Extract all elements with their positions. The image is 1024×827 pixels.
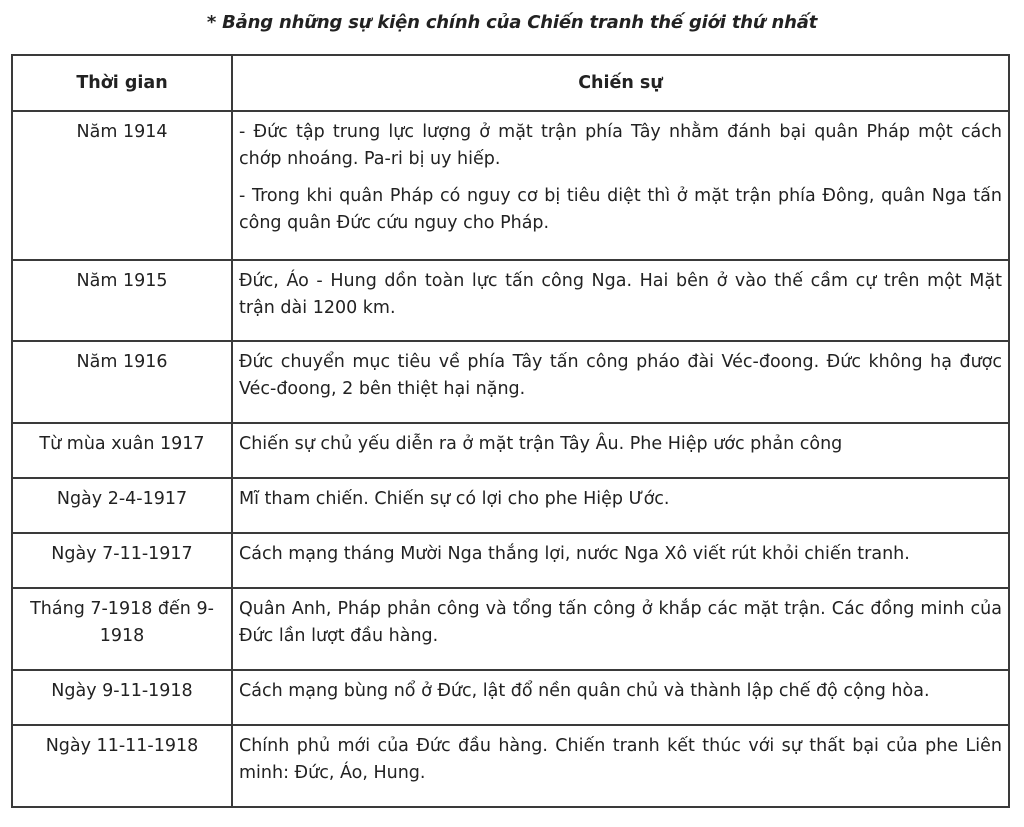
table-row bbox=[12, 260, 1009, 341]
time-cell: Năm 1916 bbox=[12, 341, 232, 423]
header-row bbox=[12, 55, 1009, 111]
table-row bbox=[12, 588, 1009, 670]
event-cell bbox=[232, 111, 1009, 260]
events-table bbox=[11, 54, 1010, 808]
event-cell bbox=[232, 260, 1009, 341]
event-text: Cách mạng tháng Mười Nga thắng lợi, nước Nga Xô viết rút khỏi chiến tranh. bbox=[239, 544, 910, 564]
time-cell: Ngày 7-11-1917 bbox=[12, 533, 232, 588]
event-cell bbox=[232, 478, 1009, 533]
event-text: - Trong khi quân Pháp có nguy cơ bị tiêu diệt thì ở mặt trận phía Đông, quân Nga tấn công quân Đức cứu nguy cho Pháp. bbox=[239, 186, 1002, 233]
table-title: * Bảng những sự kiện chính của Chiến tranh thế giới thứ nhất bbox=[206, 12, 818, 33]
event-cell bbox=[232, 533, 1009, 588]
time-cell: Ngày 11-11-1918 bbox=[12, 725, 232, 807]
event-text: Chính phủ mới của Đức đầu hàng. Chiến tranh kết thúc với sự thất bại của phe Liên minh: Đức, Áo, Hung. bbox=[239, 736, 1002, 783]
event-cell bbox=[232, 423, 1009, 478]
table-row bbox=[12, 725, 1009, 807]
time-cell: Tháng 7-1918 đến 9-1918 bbox=[12, 588, 232, 670]
event-text: Đức chuyển mục tiêu về phía Tây tấn công pháo đài Véc-đoong. Đức không hạ được Véc-đoong, 2 bên thiệt hại nặng. bbox=[239, 352, 1002, 399]
table-row bbox=[12, 423, 1009, 478]
event-text: Đức, Áo - Hung dồn toàn lực tấn công Nga. Hai bên ở vào thế cầm cự trên một Mặt trận dài 1200 km. bbox=[239, 271, 1002, 318]
time-cell: Từ mùa xuân 1917 bbox=[12, 423, 232, 478]
event-cell bbox=[232, 725, 1009, 807]
event-cell bbox=[232, 670, 1009, 725]
table-row bbox=[12, 111, 1009, 260]
event-text: Chiến sự chủ yếu diễn ra ở mặt trận Tây Âu. Phe Hiệp ước phản công bbox=[239, 434, 843, 454]
table-row bbox=[12, 533, 1009, 588]
event-cell bbox=[232, 341, 1009, 423]
event-text: Mĩ tham chiến. Chiến sự có lợi cho phe Hiệp Ước. bbox=[239, 489, 670, 509]
event-cell bbox=[232, 588, 1009, 670]
time-cell: Ngày 2-4-1917 bbox=[12, 478, 232, 533]
event-text: Quân Anh, Pháp phản công và tổng tấn công ở khắp các mặt trận. Các đồng minh của Đức lần lượt đầu hàng. bbox=[239, 599, 1002, 646]
header-time: Thời gian bbox=[12, 55, 232, 111]
table-row bbox=[12, 670, 1009, 725]
event-text: Cách mạng bùng nổ ở Đức, lật đổ nền quân chủ và thành lập chế độ cộng hòa. bbox=[239, 681, 930, 701]
table-row bbox=[12, 478, 1009, 533]
header-events: Chiến sự bbox=[232, 55, 1009, 111]
time-cell: Ngày 9-11-1918 bbox=[12, 670, 232, 725]
table-row bbox=[12, 341, 1009, 423]
time-cell: Năm 1915 bbox=[12, 260, 232, 341]
event-text: - Đức tập trung lực lượng ở mặt trận phía Tây nhằm đánh bại quân Pháp một cách chớp nhoáng. Pa-ri bị uy hiếp. bbox=[239, 122, 1002, 169]
time-cell: Năm 1914 bbox=[12, 111, 232, 260]
